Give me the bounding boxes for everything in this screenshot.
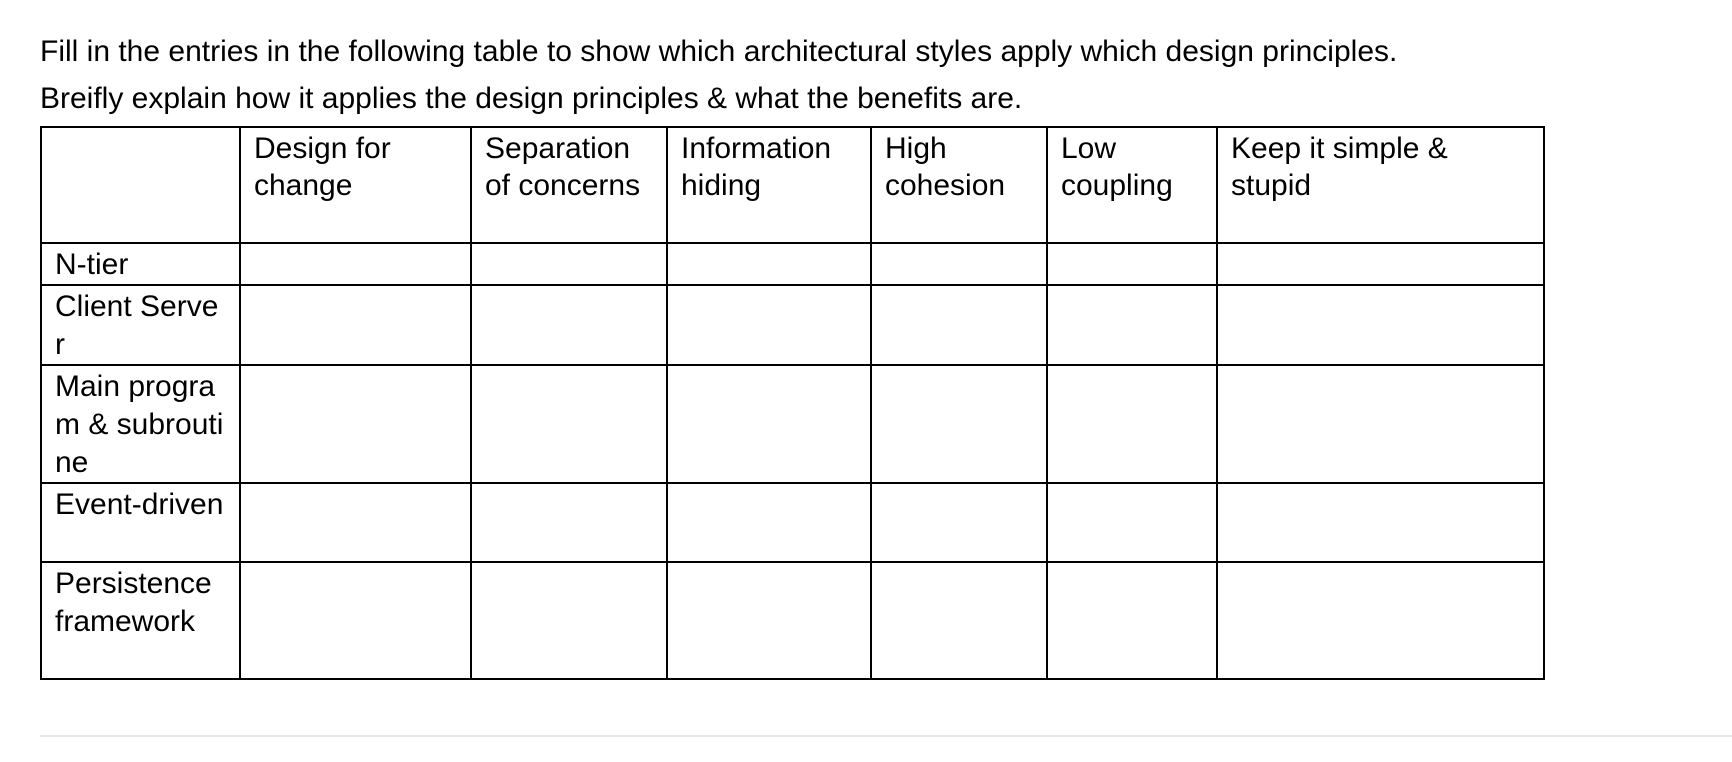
table-cell[interactable] (1047, 483, 1217, 562)
instruction-line-1: Fill in the entries in the following table to show which architectural styles apply which design principles. (40, 35, 1398, 68)
table-cell[interactable] (1217, 243, 1544, 285)
table-cell[interactable] (471, 483, 667, 562)
table-cell[interactable] (471, 285, 667, 365)
table-cell[interactable] (667, 243, 871, 285)
row-label-main-program: Main program & subroutine (41, 365, 240, 483)
table-row (41, 243, 1544, 285)
table-header-row (41, 127, 1544, 243)
instruction-line-2: Breifly explain how it applies the design principles & what the benefits are. (40, 82, 1023, 115)
table-cell[interactable] (1217, 365, 1544, 483)
table-cell[interactable] (1047, 285, 1217, 365)
table-row (41, 562, 1544, 679)
table-row (41, 285, 1544, 365)
table-cell[interactable] (667, 483, 871, 562)
table-cell[interactable] (240, 483, 471, 562)
table-cell[interactable] (240, 365, 471, 483)
column-header-separation-of-concerns: Separation of concerns (471, 127, 667, 243)
instructions (40, 28, 1700, 122)
table-cell[interactable] (871, 243, 1047, 285)
table-cell[interactable] (240, 285, 471, 365)
table-cell[interactable] (471, 562, 667, 679)
table-cell[interactable] (871, 562, 1047, 679)
table-cell[interactable] (1047, 365, 1217, 483)
bottom-divider (40, 735, 1732, 737)
table-cell[interactable] (667, 285, 871, 365)
column-header-design-for-change: Design for change (240, 127, 471, 243)
table-cell[interactable] (471, 365, 667, 483)
principles-table (40, 126, 1545, 680)
table-cell[interactable] (871, 285, 1047, 365)
row-label-persistence-framework: Persistence framework (41, 562, 240, 679)
table-cell[interactable] (667, 562, 871, 679)
table-row (41, 365, 1544, 483)
table-cell[interactable] (471, 243, 667, 285)
column-header-high-cohesion: High cohesion (871, 127, 1047, 243)
row-label-client-server: Client Server (41, 285, 240, 365)
table-cell[interactable] (1047, 562, 1217, 679)
table-row (41, 483, 1544, 562)
table-cell[interactable] (240, 562, 471, 679)
column-header-low-coupling: Low coupling (1047, 127, 1217, 243)
table-cell[interactable] (1217, 285, 1544, 365)
column-header-keep-it-simple: Keep it simple & stupid (1217, 127, 1544, 243)
table-cell[interactable] (1217, 562, 1544, 679)
column-header-information-hiding: Information hiding (667, 127, 871, 243)
row-label-event-driven: Event-driven (41, 483, 240, 562)
table-cell[interactable] (667, 365, 871, 483)
table-cell[interactable] (871, 483, 1047, 562)
corner-cell (41, 127, 240, 243)
row-label-n-tier: N-tier (41, 243, 240, 285)
table-cell[interactable] (871, 365, 1047, 483)
table-cell[interactable] (1217, 483, 1544, 562)
table-cell[interactable] (240, 243, 471, 285)
table-cell[interactable] (1047, 243, 1217, 285)
